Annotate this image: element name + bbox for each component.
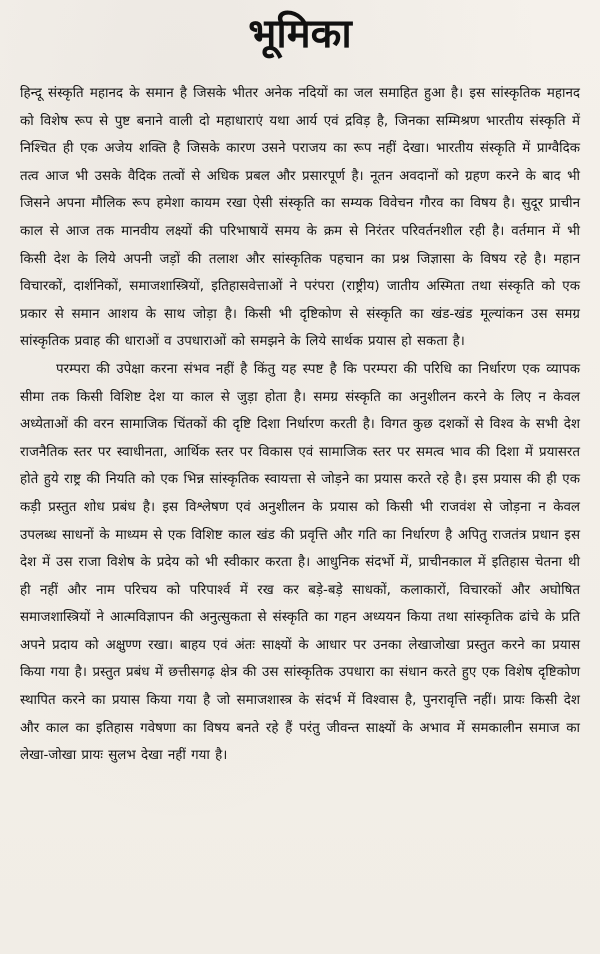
body-text [20,80,580,770]
page-title: भूमिका [248,11,352,57]
paragraph-2: परम्परा की उपेक्षा करना संभव नहीं है किंतु यह स्पष्ट है कि परम्परा की परिधि का निर्धारण एक व्यापक सीमा तक किसी विशिष्ट देश या काल से जुड़ा होता है। समग्र संस्कृति का अनुशीलन करने के लिए न केवल अध्येताओं की वरन सामाजिक चिंतकों की दृष्टि दिशा निर्धारण करती है। विगत कुछ दशकों से विश्व के सभी देश राजनैतिक स्तर पर स्वाधीनता, आर्थिक स्तर पर विकास एवं सामाजिक स्तर पर समत्व भाव की दिशा में प्रयासरत होते हुये राष्ट्र की नियति को एक भिन्न सांस्कृतिक स्वायत्ता से जोड़ने का प्रयास करते रहे है। इस प्रयास की ही एक कड़ी प्रस्तुत शोध प्रबंध है। इस विश्लेषण एवं अनुशीलन के प्रयास को किसी भी राजवंश से जोड़ना न केवल उपलब्ध साधनों के माध्यम से एक विशिष्ट काल खंड की प्रवृत्ति और गति का निर्धारण है अपितु राजतंत्र प्रधान इस देश में उस राजा विशेष के प्रदेय को भी स्वीकार करता है। आधुनिक संदर्भो में, प्राचीनकाल में इतिहास चेतना थी ही नहीं और नाम परिचय को परिपार्श्व में रख कर बड़े-बड़े साधकों, कलाकारों, विचारकों और अघोषित समाजशास्त्रियों ने आत्मविज्ञापन की अनुत्सुकता से संस्कृति का गहन अध्ययन किया तथा सांस्कृतिक ढांचे के प्रति अपने प्रदाय को अक्षुण्ण रखा। बाहय एवं अंतः साक्ष्यों के आधार पर उनका लेखाजोखा प्रस्तुत करने का प्रयास किया गया है। प्रस्तुत प्रबंध में छत्तीसगढ़ क्षेत्र की उस सांस्कृतिक उपधारा का संधान करते हुए एक विशेष दृष्टिकोण स्थापित करने का प्रयास किया गया है जो समाजशास्त्र के संदर्भ में विश्वास है, पुनरावृत्ति नहीं। प्रायः किसी देश और काल का इतिहास गवेषणा का विषय बनते रहे हैं परंतु जीवन्त साक्ष्यों के अभाव में समकालीन समाज का लेखा-जोखा प्रायः सुलभ देखा नहीं गया है। [20,361,580,764]
paragraph-1: हिन्दू संस्कृति महानद के समान है जिसके भीतर अनेक नदियों का जल समाहित हुआ है। इस सांस्कृतिक महानद को विशेष रूप से पुष्ट बनाने वाली दो महाधाराएं यथा आर्य एवं द्रविड़ है, जिनका सम्मिश्रण भारतीय संस्कृति में निश्चित ही एक अजेय शक्ति है जिसके कारण उसने पराजय का रूप नहीं देखा। भारतीय संस्कृति में प्राग्वैदिक तत्व आज भी उसके वैदिक तत्वों से अधिक प्रबल और प्रसारपूर्ण है। नूतन अवदानों को ग्रहण करने के बाद भी जिसने अपना मौलिक रूप हमेशा कायम रखा ऐसी संस्कृति का सम्यक विवेचन गौरव का विषय है। सुदूर प्राचीन काल से आज तक मानवीय लक्ष्यों की परिभाषायें समय के क्रम से निरंतर परिवर्तनशील रही है। वर्तमान में भी किसी देश के लिये अपनी जड़ों की तलाश और सांस्कृतिक पहचान का प्रश्न जिज्ञासा के विषय रहे है। महान विचारकों, दार्शनिकों, समाजशास्त्रियों, इतिहासवेत्ताओं ने परंपरा (राष्ट्रीय) जातीय अस्मिता तथा संस्कृति को एक प्रकार से समान आशय के साथ जोड़ा है। किसी भी दृष्टिकोण से संस्कृति का खंड-खंड मूल्यांकन उस समग्र सांस्कृतिक प्रवाह की धाराओं व उपधाराओं को समझने के लिये सार्थक प्रयास हो सकता है। [20,86,580,350]
